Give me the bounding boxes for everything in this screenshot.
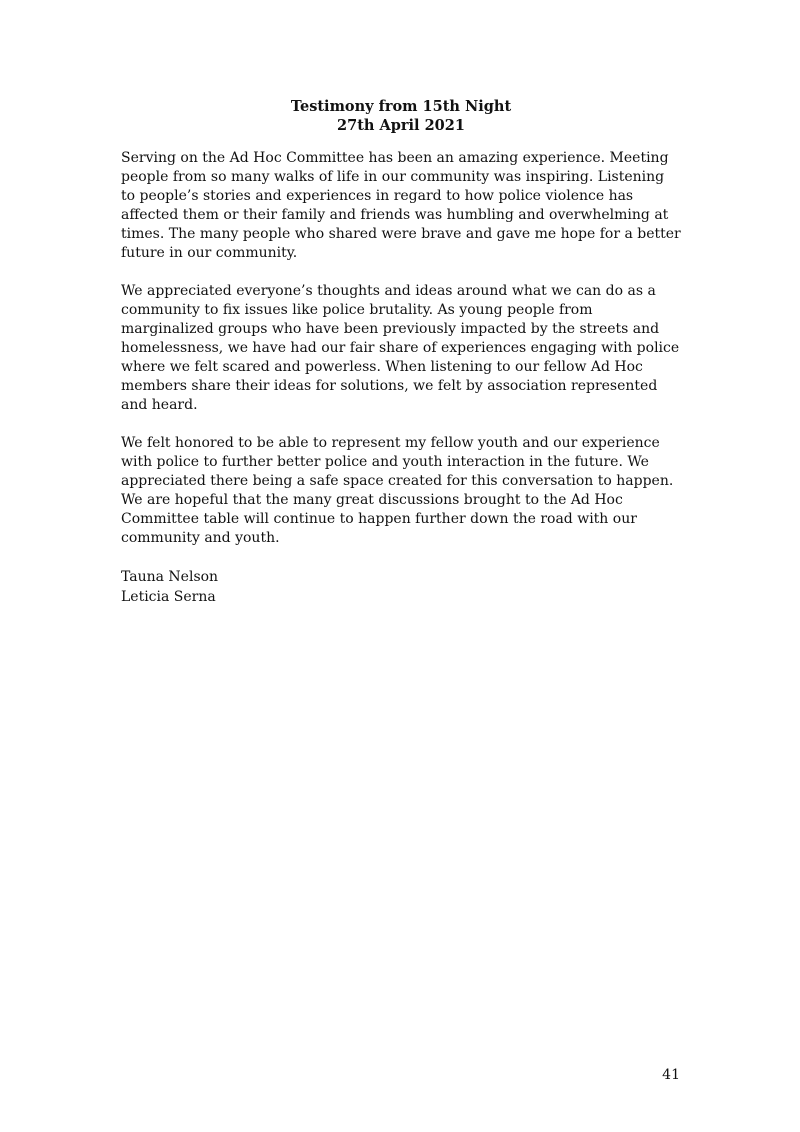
paragraph-3: We felt honored to be able to represent my fellow youth and our experience with police to further better police and youth interaction in the future. We appreciated there being a safe space created for this conversation to happen. We are hopeful that the many great discussions brought to the Ad Hoc Committee table will continue to happen further down the road with our community and youth. [121,435,674,546]
document-page [121,97,681,607]
page-number: 41 [662,1067,680,1083]
paragraph-2: We appreciated everyone’s thoughts and ideas around what we can do as a community to fix issues like police brutality. As young people from marginalized groups who have been previously impacted by the streets and homelessness, we have had our fair share of experiences engaging with police where we felt scared and powerless. When listening to our fellow Ad Hoc members share their ideas for solutions, we felt by association represented and heard. [121,283,680,413]
signature-name: Leticia Serna [121,589,216,605]
paragraph-1: Serving on the Ad Hoc Committee has been an amazing experience. Meeting people from so many walks of life in our community was inspiring. Listening to people’s stories and experiences in regard to how police violence has affected them or their family and friends was humbling and overwhelming at times. The many people who shared were brave and gave me hope for a better future in our community. [121,150,681,261]
signature-name: Tauna Nelson [121,569,219,585]
document-title: Testimony from 15th Night [290,98,512,115]
document-heading [121,97,681,135]
signature-block [121,567,681,607]
document-date: 27th April 2021 [337,117,465,134]
